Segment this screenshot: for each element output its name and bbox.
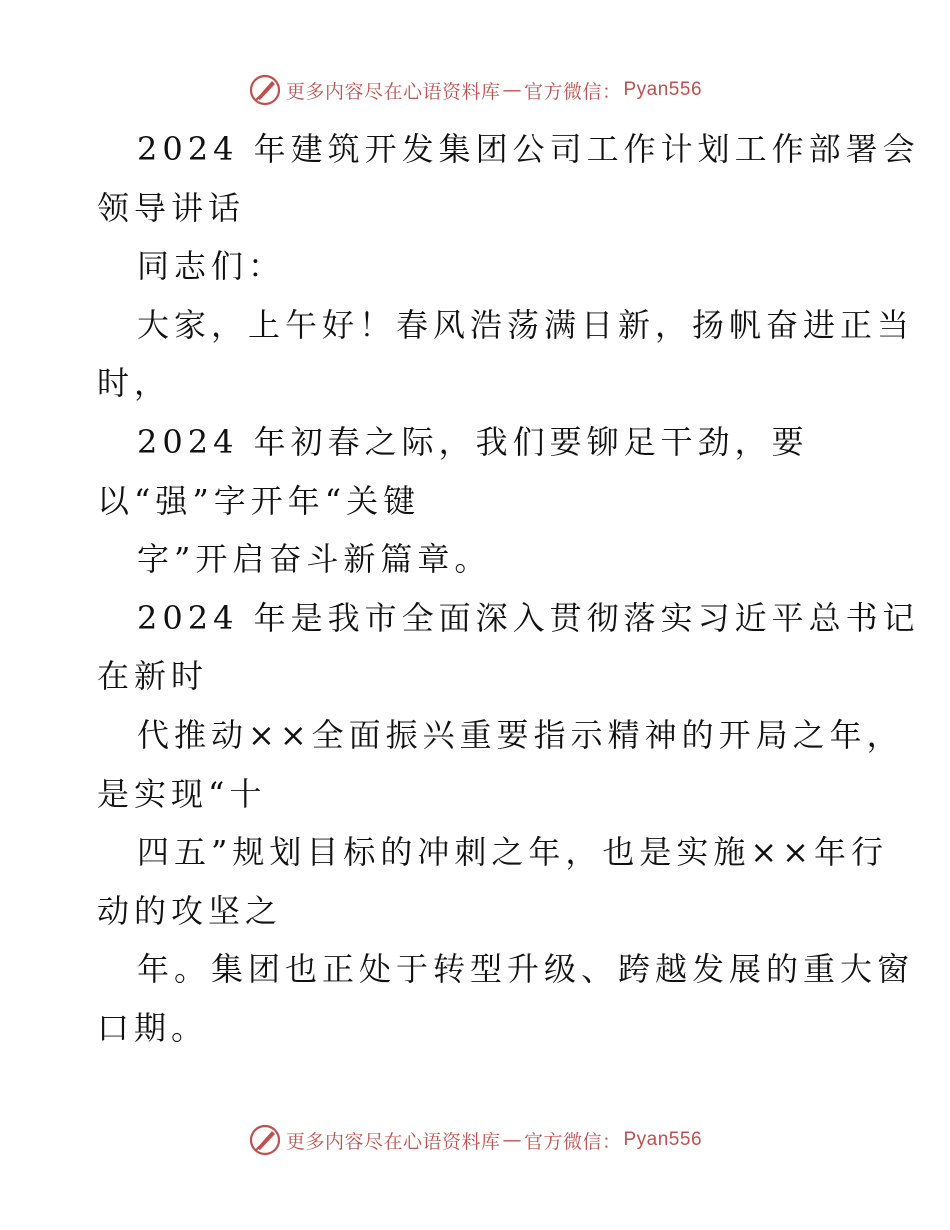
text-line: 2024 年初春之际，我们要铆足干劲，要	[137, 422, 809, 461]
text-line: 领导讲话	[97, 188, 246, 227]
watermark-text: 更多内容尽在心语资料库	[285, 80, 501, 103]
wechat-label: 官方微信：	[523, 80, 622, 103]
text-line: 在新时	[97, 657, 209, 696]
watermark-separator: —	[502, 79, 522, 101]
text-line: 同志们：	[137, 247, 286, 286]
text-line: 字”开启奋斗新篇章。	[137, 540, 492, 579]
text-line: 是实现“十	[97, 774, 267, 813]
quill-logo-icon	[248, 73, 282, 107]
text-line: 时，	[97, 364, 172, 403]
text-line: 动的攻坚之	[97, 891, 283, 930]
watermark-text: 更多内容尽在心语资料库	[285, 1130, 501, 1153]
quill-logo-icon	[248, 1123, 282, 1157]
header-watermark	[0, 70, 950, 110]
text-line: 大家，上午好！春风浩荡满日新，扬帆奋进正当	[137, 305, 915, 344]
wechat-label: 官方微信：	[523, 1130, 622, 1153]
text-line: 年。集团也正处于转型升级、跨越发展的重大窗	[137, 950, 915, 989]
footer-watermark	[0, 1120, 950, 1160]
watermark-separator: —	[502, 1129, 522, 1151]
text-line: 口期。	[97, 1008, 209, 1047]
text-line: 四五”规划目标的冲刺之年，也是实施××年行	[137, 833, 888, 872]
text-line: 以“强”字开年“关键	[97, 481, 421, 520]
document-body	[97, 120, 920, 1058]
wechat-id: Pyan556	[623, 1129, 703, 1150]
text-line: 2024 年建筑开发集团公司工作计划工作部署会	[137, 130, 920, 168]
text-line: 代推动××全面振兴重要指示精神的开局之年，	[137, 715, 904, 754]
text-line: 2024 年是我市全面深入贯彻落实习近平总书记	[137, 598, 920, 637]
wechat-id: Pyan556	[623, 79, 703, 100]
